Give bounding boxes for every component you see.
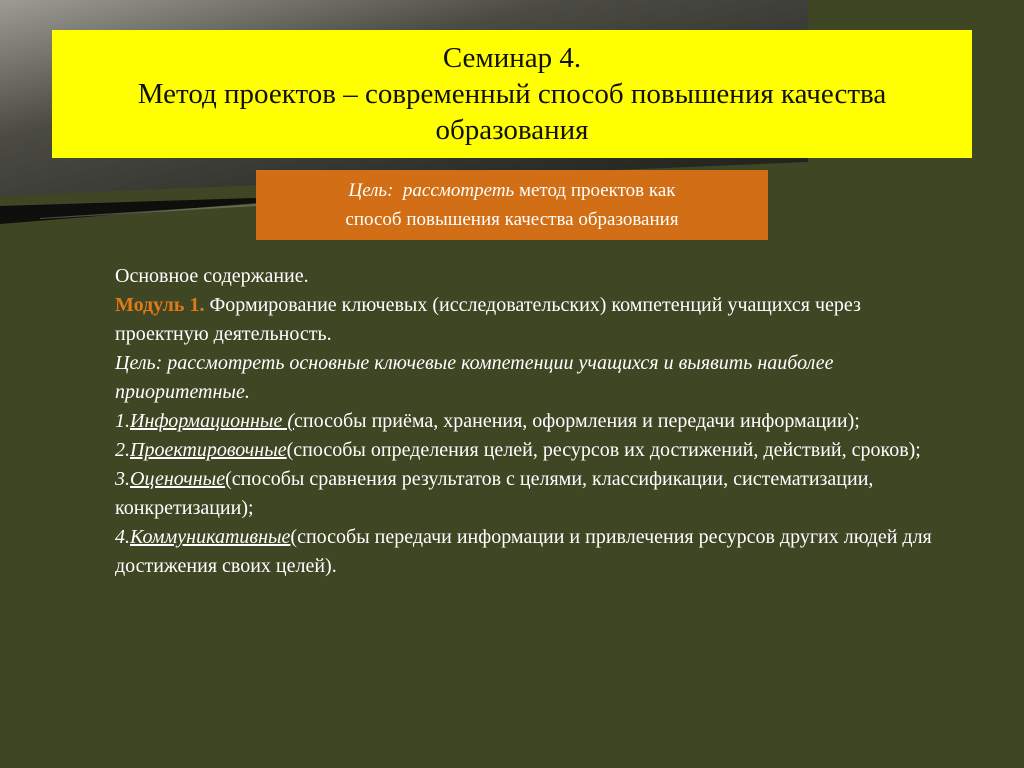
title-line-3: образования [435, 114, 589, 146]
title-box [52, 30, 972, 158]
item-term: Проектировочные [130, 439, 287, 461]
module-paragraph [115, 291, 955, 349]
item-number: 4. [115, 526, 130, 548]
module-goal: Цель: рассмотреть основные ключевые компетенции учащихся и выявить наиболее приоритетные. [115, 352, 834, 403]
item-desc: способы приёма, хранения, оформления и передачи информации); [294, 410, 860, 432]
list-item [115, 407, 955, 436]
goal-verb: рассмотреть [402, 180, 515, 201]
goal-text-1: метод проектов как [514, 180, 676, 201]
item-desc: (способы определения целей, ресурсов их достижений, действий, сроков); [286, 439, 921, 461]
module-text-b: ключевых (исследовательских) компетенций учащихся через проектную деятельность. [115, 294, 861, 345]
item-desc: (способы сравнения результатов с целями, классификации, систематизации, конкретизации); [115, 468, 874, 519]
module-label: Модуль 1. [115, 294, 205, 316]
title-line-1: Семинар 4. [442, 42, 582, 74]
item-number: 1. [115, 410, 130, 432]
title-line-2: Метод проектов – современный способ повышения качества [137, 78, 887, 110]
item-desc: (способы передачи информации и привлечения ресурсов других людей для достижения своих целей). [115, 526, 932, 577]
goal-box [256, 170, 768, 240]
item-term: Оценочные [130, 468, 226, 490]
item-term: Информационные ( [130, 410, 294, 432]
goal-text-2: способ повышения качества образования [345, 209, 679, 230]
item-term: Коммуникативные [130, 526, 291, 548]
module-text-a: Формирование [209, 294, 337, 316]
main-content [115, 262, 955, 581]
item-number: 2. [115, 439, 130, 461]
list-item [115, 465, 955, 523]
item-number: 3. [115, 468, 130, 490]
content-heading: Основное содержание. [115, 265, 309, 287]
list-item [115, 436, 955, 465]
list-item [115, 523, 955, 581]
goal-label: Цель: [348, 180, 394, 201]
